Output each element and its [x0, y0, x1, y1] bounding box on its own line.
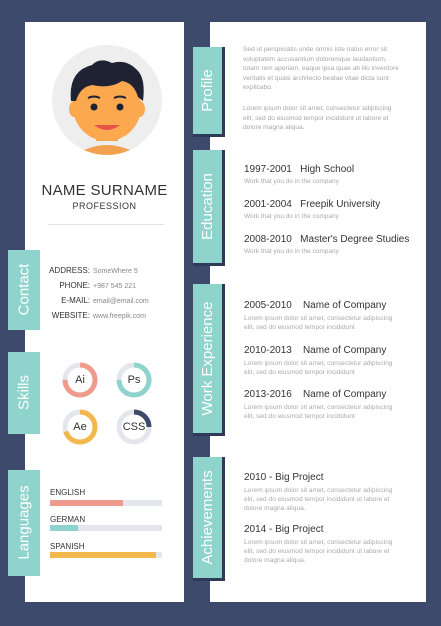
- contact-email[interactable]: E-MAIL: email@email.com: [61, 296, 149, 305]
- work-item: 2010-2013 Name of Company: [244, 345, 387, 356]
- divider: [48, 224, 164, 225]
- achievements-tab: [193, 457, 222, 578]
- skill-css: CSS: [116, 409, 152, 445]
- education-item: 2008-2010 Master's Degree Studies: [244, 234, 410, 245]
- avatar: [52, 45, 162, 155]
- language-level-fill: [50, 552, 156, 558]
- language-german-bar: [50, 525, 162, 531]
- achievements-heading: Achievements: [199, 470, 216, 565]
- profile-paragraph-1: Sed ut perspiciatis unde omnis iste natus error sit voluptatem accusantium doloremque laudantium, totam rem aperiam, eaque ipsa quae ab illo inventore veritatis et quasi architecto beatae vitae dicta sunt explicabo.: [243, 46, 399, 92]
- education-item: 1997-2001 High School: [244, 164, 355, 175]
- work-item-desc: Lorem ipsum dolor sit amet, consectetur adipiscing elit, sed do eiusmod tempor incididunt: [244, 404, 393, 420]
- education-heading: Education: [199, 173, 216, 240]
- achievement-desc: Lorem ipsum dolor sit amet, consectetur adipiscing elit, sed do eiusmod tempor incididunt ut labore et dolore magna aliqua.: [244, 487, 393, 512]
- profile-paragraph-2: Lorem ipsum dolor sit amet, consectetur adipiscing elit, sed do eiusmod tempor incididunt ut labore et dolore magna aliqua.: [243, 105, 392, 132]
- language-english-label: ENGLISH: [50, 488, 86, 497]
- profile-tab: [193, 47, 222, 134]
- work-item-desc: Lorem ipsum dolor sit amet, consectetur adipiscing elit, sed do eiusmod tempor incididunt: [244, 315, 393, 331]
- profession: PROFESSION: [72, 201, 137, 211]
- work-item-desc: Lorem ipsum dolor sit amet, consectetur adipiscing elit, sed do eiusmod tempor incididunt: [244, 360, 393, 376]
- work-item: 2005-2010 Name of Company: [244, 300, 387, 311]
- work-item: 2013-2016 Name of Company: [244, 389, 387, 400]
- language-level-fill: [50, 500, 123, 506]
- language-spanish-label: SPANISH: [50, 542, 85, 551]
- skill-ai: Ai: [62, 362, 98, 398]
- education-item-sub: Work that you do in the company: [244, 178, 339, 185]
- contact-tab: [8, 250, 40, 330]
- achievement-desc: Lorem ipsum dolor sit amet, consectetur adipiscing elit, sed do eiusmod tempor incididunt ut labore et dolore magna aliqua.: [244, 539, 393, 564]
- language-spanish-bar: [50, 552, 162, 558]
- skill-ae: Ae: [62, 409, 98, 445]
- profile-heading: Profile: [199, 69, 216, 112]
- skills-heading: Skills: [15, 375, 33, 411]
- language-english-bar: [50, 500, 162, 506]
- work-heading: Work Experience: [199, 301, 216, 416]
- education-item: 2001-2004 Freepik University: [244, 199, 381, 210]
- education-item-sub: Work that you do in the company: [244, 213, 339, 220]
- language-level-fill: [50, 525, 78, 531]
- skill-ps: Ps: [116, 362, 152, 398]
- skills-tab: [8, 352, 40, 434]
- education-tab: [193, 150, 222, 263]
- work-tab: [193, 284, 222, 433]
- contact-website[interactable]: WEBSITE: www.freepik.com: [51, 311, 146, 320]
- languages-heading: Languages: [15, 485, 33, 560]
- contact-heading: Contact: [15, 263, 33, 316]
- achievement-title: 2010 - Big Project: [244, 472, 324, 483]
- avatar-icon: [52, 45, 162, 155]
- contact-phone: PHONE: +987 545 221: [59, 281, 137, 290]
- language-german-label: GERMAN: [50, 515, 86, 524]
- contact-address: ADDRESS: SomeWhere 5: [49, 266, 138, 275]
- achievement-title: 2014 - Big Project: [244, 524, 324, 535]
- education-item-sub: Work that you do in the company: [244, 248, 339, 255]
- full-name: NAME SURNAME: [41, 182, 168, 199]
- languages-tab: [8, 470, 40, 576]
